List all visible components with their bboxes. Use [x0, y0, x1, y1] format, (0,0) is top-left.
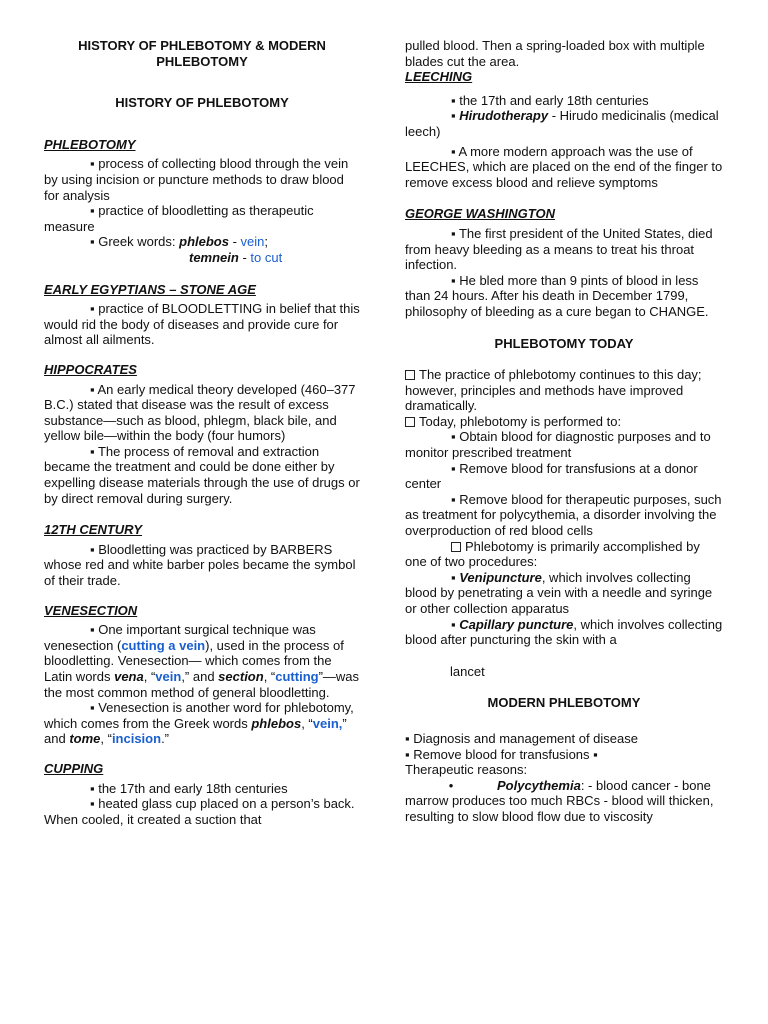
washington-bullet-1: ▪ The first president of the United States, died from heavy bleeding as a means to treat his throat infection. — [405, 225, 713, 273]
cupping-bullet-1: ▪ the 17th and early 18th centuries — [90, 780, 288, 796]
heading-12th-century: 12TH CENTURY — [44, 522, 143, 538]
modern-line-2: ▪ Remove blood for transfusions ▪ — [405, 746, 598, 762]
today-venipuncture: ▪ Venipuncture, which involves collecting blood by penetrating a vein with a needle and syringe or other collection apparatus — [405, 569, 713, 616]
heading-leeching: LEECHING — [405, 69, 473, 85]
today-sub-bullet-2: ▪ Remove blood for transfusions at a donor center — [405, 460, 698, 492]
today-checkbox-item-3: Phlebotomy is primarily accomplished by one of two procedures: — [405, 538, 700, 570]
today-capillary-puncture: ▪ Capillary puncture, which involves collecting blood after puncturing the skin with a — [405, 616, 723, 648]
washington-bullet-2: ▪ He bled more than 9 pints of blood in less than 24 hours. After his death in December 1799, philosophy of bleeding as a cure began to CHANGE. — [405, 272, 709, 319]
document-title: HISTORY OF PHLEBOTOMY & MODERN PHLEBOTOMY — [78, 38, 326, 69]
cupping-bullet-2: ▪ heated glass cup placed on a person’s back. When cooled, it created a suction that — [44, 796, 355, 827]
century12-bullet-1: ▪ Bloodletting was practiced by BARBERS whose red and white barber poles became the symbol of their trade. — [44, 541, 356, 589]
venesection-paragraph-1: ▪ One important surgical technique was venesection (cutting a vein), used in the process of bloodletting. Venesection— which comes from the Latin words vena, “vein,” and section, “cutting”—was the most common method of general bloodletting. — [44, 622, 360, 700]
phlebotomy-bullet-2: ▪ practice of bloodletting as therapeutic measure — [44, 203, 314, 234]
checkbox-square-icon — [405, 370, 415, 380]
left-column — [44, 38, 360, 827]
right-column — [405, 38, 723, 825]
venesection-paragraph-2: ▪ Venesection is another word for phlebotomy, which comes from the Greek words phlebos, “vein,” and tome, “incision.” — [44, 700, 354, 747]
modern-line-3: Therapeutic reasons: — [405, 762, 528, 778]
leeching-bullet-2: ▪ Hirudotherapy - Hirudo medicinalis (medical leech) — [405, 108, 719, 139]
today-sub-bullet-3: ▪ Remove blood for therapeutic purposes, such as treatment for polycythemia, a disorder involving the overproduction of red blood cells — [405, 491, 722, 539]
heading-george-washington: GEORGE WASHINGTON — [405, 206, 555, 222]
today-lancet: lancet — [450, 663, 485, 679]
today-checkbox-item-2: Today, phlebotomy is performed to: — [405, 414, 723, 430]
egyptians-bullet-1: ▪ practice of BLOODLETTING in belief that this would rid the body of diseases and provide cure for almost all ailments. — [44, 301, 360, 348]
phlebotomy-bullet-1: ▪ process of collecting blood through the vein by using incision or puncture methods to draw blood for analysis — [44, 156, 349, 203]
today-checkbox-item-1: The practice of phlebotomy continues to this day; however, principles and methods have improved dramatically. — [405, 367, 702, 414]
leeching-bullet-3: ▪ A more modern approach was the use of LEECHES, which are placed on the end of the finger to remove excess blood and relieve symptoms — [405, 143, 723, 190]
cupping-continued: pulled blood. Then a spring-loaded box with multiple blades cut the area. — [405, 38, 705, 69]
hippocrates-bullet-1: ▪ An early medical theory developed (460–377 B.C.) stated that disease was the result of excess substance—such as blood, phlegm, black bile, and yellow bile—within the body (four humors) — [44, 381, 356, 444]
modern-polycythemia: • Polycythemia: - blood cancer - bone marrow produces too much RBCs - blood will thicken, resulting to slow blood flow due to viscosity — [405, 777, 714, 824]
checkbox-square-icon — [451, 542, 461, 552]
section-title: HISTORY OF PHLEBOTOMY — [115, 95, 289, 111]
checkbox-square-icon — [405, 417, 415, 427]
heading-phlebotomy: PHLEBOTOMY — [44, 136, 136, 152]
today-sub-bullet-1: ▪ Obtain blood for diagnostic purposes and to monitor prescribed treatment — [405, 429, 711, 461]
heading-hippocrates: HIPPOCRATES — [44, 361, 137, 377]
phlebotomy-bullet-3: ▪ Greek words: phlebos - vein; — [90, 234, 269, 250]
leeching-bullet-1: ▪ the 17th and early 18th centuries — [451, 92, 649, 108]
heading-cupping: CUPPING — [44, 760, 104, 776]
heading-venesection: VENESECTION — [44, 602, 138, 618]
heading-modern-phlebotomy: MODERN PHLEBOTOMY — [487, 695, 641, 711]
hippocrates-bullet-2: ▪ The process of removal and extraction became the treatment and could be done either by expelling disease materials through the use of drugs or by direct removal during surgery. — [44, 443, 360, 506]
modern-line-1: ▪ Diagnosis and management of disease — [405, 730, 638, 746]
heading-egyptians: EARLY EGYPTIANS – STONE AGE — [44, 281, 256, 297]
heading-phlebotomy-today: PHLEBOTOMY TODAY — [494, 335, 634, 351]
phlebotomy-bullet-3-line-2: temnein - to cut — [189, 249, 283, 265]
